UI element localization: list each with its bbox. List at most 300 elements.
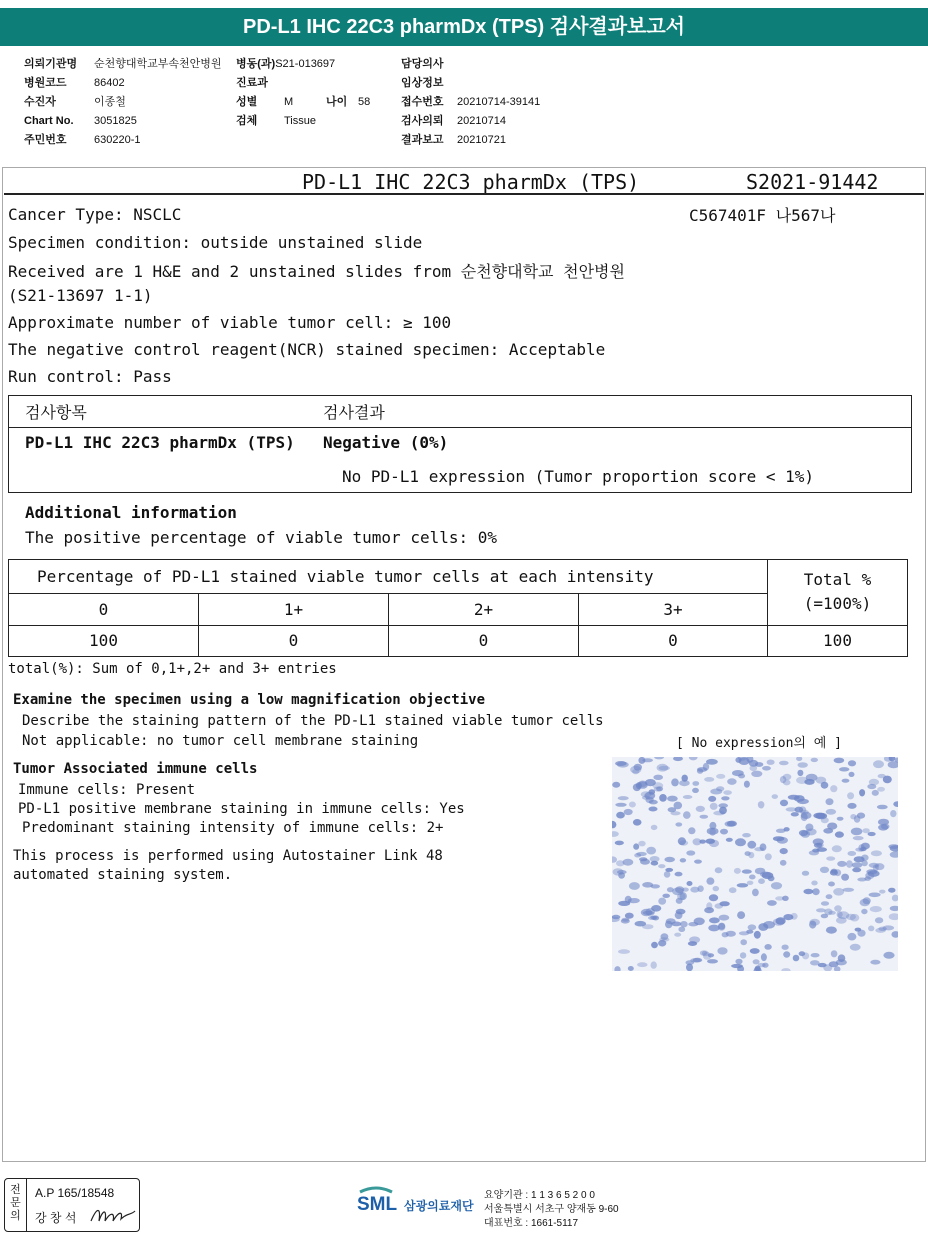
cell-nucleus — [788, 795, 800, 800]
cell-nucleus — [686, 850, 695, 855]
cell-nucleus — [871, 850, 882, 856]
cell-nucleus — [828, 882, 835, 887]
resident-no-value: 630220-1 — [94, 134, 141, 146]
cell-nucleus — [811, 881, 817, 886]
cell-nucleus — [651, 825, 658, 830]
sml-logo-text: SML — [357, 1194, 398, 1215]
cell-nucleus — [667, 887, 674, 892]
cell-nucleus — [816, 847, 827, 852]
cell-nucleus — [706, 759, 718, 765]
dept-value: S21-013697 — [275, 58, 336, 70]
cell-nucleus — [727, 821, 737, 827]
cell-nucleus — [890, 810, 896, 817]
cell-nucleus — [710, 803, 718, 810]
cell-nucleus — [709, 894, 718, 901]
report-date-label: 결과보고 — [401, 134, 444, 146]
cell-nucleus — [892, 895, 898, 902]
level-3: 3+ — [578, 593, 768, 626]
cell-nucleus — [855, 848, 863, 852]
cell-nucleus — [848, 760, 856, 766]
cancer-type: Cancer Type: NSCLC — [8, 205, 182, 224]
cell-nucleus — [617, 762, 629, 768]
cell-nucleus — [697, 767, 707, 772]
cell-nucleus — [720, 829, 728, 835]
pathology-example-image — [612, 757, 898, 971]
cell-nucleus — [841, 874, 849, 881]
cell-nucleus — [715, 903, 724, 908]
immune-heading: Tumor Associated immune cells — [13, 761, 258, 777]
cell-nucleus — [751, 771, 762, 777]
cell-nucleus — [638, 757, 645, 764]
cell-nucleus — [752, 889, 759, 897]
stained-cells-illustration — [612, 757, 898, 971]
result-item: PD-L1 IHC 22C3 pharmDx (TPS) — [25, 433, 295, 452]
cell-nucleus — [821, 817, 829, 823]
cell-nucleus — [750, 948, 760, 954]
cell-nucleus — [758, 878, 765, 884]
cell-nucleus — [883, 776, 892, 784]
cell-nucleus — [811, 758, 818, 762]
cell-nucleus — [692, 788, 699, 793]
cell-nucleus — [612, 821, 616, 828]
cell-nucleus — [664, 857, 675, 862]
cell-nucleus — [762, 766, 771, 771]
cell-nucleus — [641, 909, 652, 916]
cell-nucleus — [679, 780, 690, 786]
cell-nucleus — [826, 894, 833, 899]
cell-nucleus — [628, 966, 634, 971]
cell-nucleus — [837, 861, 846, 867]
org-phone: 대표번호 : 1661-5117 — [484, 1218, 579, 1229]
cell-nucleus — [834, 905, 842, 911]
cell-nucleus — [755, 868, 766, 875]
cell-nucleus — [729, 887, 737, 893]
cell-nucleus — [772, 794, 778, 799]
cell-nucleus — [708, 796, 716, 802]
cell-nucleus — [717, 947, 727, 954]
process-line2: automated staining system. — [13, 867, 233, 883]
cell-nucleus — [847, 792, 854, 799]
cell-nucleus — [868, 832, 876, 836]
signature-icon — [89, 1203, 137, 1227]
cell-nucleus — [771, 882, 782, 889]
cell-nucleus — [758, 801, 765, 808]
viable-cell-count: Approximate number of viable tumor cell: ≥ 100 — [8, 313, 452, 332]
cell-nucleus — [622, 918, 630, 922]
cell-nucleus — [867, 784, 876, 789]
cell-nucleus — [664, 871, 671, 878]
physician-label: 담당의사 — [401, 58, 444, 70]
specialist-label: 전문의 — [5, 1179, 27, 1231]
cell-nucleus — [861, 860, 867, 866]
cell-nucleus — [791, 812, 799, 816]
cell-nucleus — [780, 860, 787, 866]
value-1: 0 — [198, 625, 389, 657]
cell-nucleus — [734, 868, 741, 874]
cell-nucleus — [675, 872, 683, 877]
total-header-line2: (=100%) — [803, 594, 872, 613]
cell-nucleus — [645, 797, 653, 803]
sex-value: M — [284, 96, 294, 108]
cell-nucleus — [779, 761, 789, 766]
report-title-banner: PD-L1 IHC 22C3 pharmDx (TPS) 검사결과보고서 — [0, 8, 928, 46]
cell-nucleus — [762, 963, 768, 968]
cell-nucleus — [868, 926, 874, 932]
cell-nucleus — [780, 848, 788, 854]
cell-nucleus — [689, 936, 700, 943]
cell-nucleus — [723, 790, 732, 795]
cell-nucleus — [673, 757, 683, 761]
cell-nucleus — [614, 966, 620, 971]
cell-nucleus — [633, 819, 642, 826]
cell-nucleus — [783, 914, 793, 920]
cell-nucleus — [694, 918, 705, 926]
dept-label: 병동(과) — [236, 58, 276, 70]
test-number: S2021-91442 — [746, 170, 879, 194]
resident-no-label: 주민번호 — [24, 134, 67, 146]
cell-nucleus — [665, 921, 672, 929]
cell-nucleus — [796, 757, 802, 761]
cell-nucleus — [641, 791, 652, 797]
total-value: 100 — [767, 625, 908, 657]
cell-nucleus — [797, 770, 803, 776]
cell-nucleus — [612, 915, 620, 919]
cell-nucleus — [852, 862, 863, 868]
cell-nucleus — [623, 859, 634, 866]
cell-nucleus — [803, 889, 813, 894]
cell-nucleus — [686, 964, 693, 972]
received-reference: (S21-13697 1-1) — [8, 286, 153, 305]
cell-nucleus — [630, 766, 641, 774]
cell-nucleus — [659, 794, 667, 802]
value-0: 100 — [8, 625, 199, 657]
cell-nucleus — [782, 945, 789, 950]
additional-positive-pct: The positive percentage of viable tumor cells: 0% — [25, 528, 498, 547]
cell-nucleus — [739, 931, 750, 935]
cell-nucleus — [877, 805, 888, 810]
cell-nucleus — [754, 931, 761, 939]
cell-nucleus — [806, 774, 818, 781]
cell-nucleus — [836, 959, 847, 965]
cell-nucleus — [742, 869, 752, 873]
cell-nucleus — [758, 923, 768, 931]
cell-nucleus — [826, 809, 836, 815]
request-date-value: 20210714 — [457, 115, 506, 127]
cell-nucleus — [745, 851, 751, 856]
cell-nucleus — [662, 894, 670, 898]
cell-nucleus — [748, 924, 757, 930]
chart-no-label: Chart No. — [24, 115, 74, 127]
cell-nucleus — [708, 925, 719, 932]
cell-nucleus — [629, 882, 640, 890]
cell-nucleus — [809, 921, 816, 929]
cell-nucleus — [654, 757, 664, 759]
cell-nucleus — [713, 886, 720, 891]
cell-nucleus — [659, 937, 669, 942]
cell-nucleus — [713, 811, 725, 816]
cell-nucleus — [612, 831, 619, 837]
specimen-codes: C567401F 나567나 — [689, 206, 836, 225]
cell-nucleus — [826, 856, 835, 860]
cell-nucleus — [683, 811, 691, 819]
cell-nucleus — [710, 789, 722, 795]
patient-value: 이종철 — [94, 96, 126, 108]
hospital-value: 순천향대학교부속천안병원 — [94, 58, 222, 70]
cell-nucleus — [870, 906, 882, 912]
cell-nucleus — [799, 806, 806, 813]
cell-nucleus — [873, 760, 884, 768]
cell-nucleus — [801, 830, 810, 837]
cell-nucleus — [721, 796, 729, 800]
cell-nucleus — [830, 785, 837, 792]
cell-nucleus — [862, 828, 869, 833]
result-col-result: 검사결과 — [323, 403, 385, 422]
cell-nucleus — [715, 867, 723, 873]
cell-nucleus — [742, 833, 751, 837]
cell-nucleus — [870, 960, 880, 965]
cell-nucleus — [812, 888, 819, 895]
cell-nucleus — [687, 881, 693, 886]
cell-nucleus — [694, 860, 702, 864]
cell-nucleus — [654, 787, 662, 792]
cell-nucleus — [842, 779, 850, 783]
total-header-line1: Total % — [803, 570, 872, 589]
cell-nucleus — [782, 896, 789, 901]
cell-nucleus — [851, 828, 863, 836]
cell-nucleus — [727, 778, 736, 785]
cell-nucleus — [676, 909, 686, 915]
cell-nucleus — [893, 801, 898, 807]
cell-nucleus — [843, 888, 855, 892]
cell-nucleus — [707, 959, 718, 963]
level-2: 2+ — [388, 593, 579, 626]
cell-nucleus — [670, 811, 680, 815]
accession-label: 접수번호 — [401, 96, 444, 108]
cell-nucleus — [638, 841, 645, 847]
examine-heading: Examine the specimen using a low magnification objective — [13, 692, 486, 708]
cell-nucleus — [875, 928, 886, 933]
cell-nucleus — [839, 767, 849, 771]
cell-nucleus — [833, 888, 844, 896]
immune-line3: Predominant staining intensity of immune cells: 2+ — [22, 820, 444, 836]
cell-nucleus — [737, 883, 749, 887]
cell-nucleus — [826, 798, 834, 805]
cell-nucleus — [618, 872, 625, 878]
cell-nucleus — [650, 916, 657, 920]
cell-nucleus — [667, 796, 678, 802]
cell-nucleus — [726, 838, 733, 842]
cell-nucleus — [861, 909, 867, 914]
cell-nucleus — [635, 921, 647, 927]
cell-nucleus — [633, 843, 639, 849]
cell-nucleus — [824, 909, 832, 916]
cell-nucleus — [802, 871, 809, 876]
result-interpretation: No PD-L1 expression (Tumor proportion score < 1%) — [342, 467, 815, 486]
cell-nucleus — [706, 839, 715, 844]
ncr-status: The negative control reagent(NCR) stained specimen: Acceptable — [8, 340, 606, 359]
cell-nucleus — [680, 858, 686, 862]
cell-nucleus — [709, 917, 720, 923]
cell-nucleus — [642, 882, 653, 888]
value-2: 0 — [388, 625, 579, 657]
license-number: A.P 165/18548 — [35, 1186, 115, 1200]
org-address: 서울특별시 서초구 양재동 9-60 — [484, 1204, 619, 1215]
cell-nucleus — [827, 823, 837, 830]
cell-nucleus — [651, 861, 659, 866]
immune-line1: Immune cells: Present — [18, 782, 196, 798]
cell-nucleus — [850, 944, 861, 951]
level-0: 0 — [8, 593, 199, 626]
cell-nucleus — [777, 837, 788, 844]
examine-line2: Not applicable: no tumor cell membrane staining — [22, 733, 419, 749]
cell-nucleus — [675, 886, 684, 893]
cell-nucleus — [749, 875, 756, 880]
additional-heading: Additional information — [25, 503, 237, 522]
cell-nucleus — [678, 927, 685, 932]
clinic-label: 진료과 — [236, 77, 268, 89]
cell-nucleus — [618, 949, 630, 954]
cell-nucleus — [883, 952, 894, 959]
cell-nucleus — [696, 806, 705, 812]
cell-nucleus — [638, 781, 647, 787]
cell-nucleus — [811, 953, 820, 957]
specimen-label: 검체 — [236, 115, 258, 127]
cell-nucleus — [820, 867, 829, 873]
cell-nucleus — [849, 772, 855, 777]
cell-nucleus — [783, 951, 790, 957]
cell-nucleus — [624, 809, 633, 815]
cell-nucleus — [784, 827, 790, 831]
cell-nucleus — [764, 944, 771, 950]
cell-nucleus — [659, 766, 670, 771]
cell-nucleus — [677, 893, 685, 901]
cell-nucleus — [675, 822, 682, 826]
cell-nucleus — [793, 955, 800, 962]
cell-nucleus — [860, 899, 870, 907]
cell-nucleus — [830, 870, 838, 876]
cell-nucleus — [678, 837, 686, 845]
cell-nucleus — [834, 758, 845, 764]
specimen-value: Tissue — [284, 115, 316, 127]
chart-no-value: 3051825 — [94, 115, 137, 127]
cell-nucleus — [683, 795, 693, 799]
cell-nucleus — [651, 961, 657, 968]
patient-label: 수진자 — [24, 96, 56, 108]
image-caption: [ No expression의 예 ] — [676, 736, 842, 751]
cell-nucleus — [765, 853, 772, 860]
cell-nucleus — [651, 942, 658, 948]
cell-nucleus — [674, 933, 681, 937]
age-value: 58 — [358, 96, 371, 108]
intensity-header-text: Percentage of PD-L1 stained viable tumor cells at each intensity — [37, 567, 654, 586]
clinical-info-label: 임상정보 — [401, 77, 444, 89]
cell-nucleus — [816, 908, 826, 912]
cell-nucleus — [688, 827, 695, 834]
cell-nucleus — [891, 931, 898, 938]
cell-nucleus — [640, 859, 650, 865]
cell-nucleus — [629, 802, 636, 808]
cell-nucleus — [848, 851, 857, 856]
doctor-name: 강 창 석 — [35, 1211, 77, 1225]
cell-nucleus — [658, 898, 666, 905]
cell-nucleus — [649, 807, 658, 812]
accession-value: 20210714-39141 — [457, 96, 541, 108]
cell-nucleus — [873, 864, 879, 871]
cell-nucleus — [690, 887, 699, 893]
cell-nucleus — [726, 931, 736, 937]
cell-nucleus — [704, 777, 714, 782]
cell-nucleus — [832, 845, 842, 852]
report-date-value: 20210721 — [457, 134, 506, 146]
cell-nucleus — [826, 927, 837, 934]
cell-nucleus — [780, 800, 788, 807]
result-col-item: 검사항목 — [25, 403, 87, 422]
cell-nucleus — [634, 853, 641, 857]
cell-nucleus — [693, 838, 702, 845]
cell-nucleus — [837, 911, 843, 918]
request-date-label: 검사의뢰 — [401, 115, 444, 127]
header-col3 — [401, 55, 540, 150]
process-line1: This process is performed using Autostainer Link 48 — [13, 848, 443, 864]
institution-code: 요양기관 : 1 1 3 6 5 2 0 0 — [484, 1190, 595, 1201]
org-name: 삼광의료재단 — [404, 1199, 474, 1213]
signature-box — [4, 1178, 140, 1232]
test-title: PD-L1 IHC 22C3 pharmDx (TPS) — [302, 170, 640, 194]
total-header — [767, 559, 908, 626]
cell-nucleus — [747, 841, 756, 849]
cell-nucleus — [615, 841, 624, 846]
sml-logo — [356, 1186, 396, 1220]
header-col2 — [236, 55, 370, 131]
cell-nucleus — [615, 803, 626, 807]
cell-nucleus — [704, 907, 714, 913]
cell-nucleus — [616, 812, 625, 819]
cell-nucleus — [737, 911, 745, 919]
cell-nucleus — [797, 799, 809, 804]
cell-nucleus — [702, 951, 709, 957]
cell-nucleus — [718, 803, 728, 808]
cell-nucleus — [747, 881, 754, 885]
cell-nucleus — [761, 953, 767, 961]
cell-nucleus — [692, 781, 699, 786]
cell-nucleus — [814, 843, 822, 848]
cell-nucleus — [783, 774, 792, 780]
cell-nucleus — [716, 774, 725, 779]
hospital-code-value: 86402 — [94, 77, 125, 89]
cell-nucleus — [767, 900, 777, 906]
cell-nucleus — [857, 878, 866, 882]
cell-nucleus — [612, 782, 620, 788]
hospital-label: 의뢰기관명 — [24, 58, 78, 70]
hospital-code-label: 병원코드 — [24, 77, 67, 89]
cell-nucleus — [853, 836, 864, 840]
cell-nucleus — [847, 933, 856, 941]
cell-nucleus — [888, 761, 898, 768]
cell-nucleus — [837, 817, 844, 821]
immune-line2: PD-L1 positive membrane staining in immune cells: Yes — [18, 801, 465, 817]
cell-nucleus — [637, 962, 647, 967]
cell-nucleus — [869, 893, 881, 898]
cell-nucleus — [802, 952, 809, 959]
cell-nucleus — [738, 774, 745, 779]
title-underline — [4, 193, 924, 195]
cell-nucleus — [890, 851, 898, 857]
cell-nucleus — [889, 913, 898, 920]
cell-nucleus — [877, 787, 885, 792]
cell-nucleus — [719, 915, 730, 921]
sex-label: 성별 — [236, 96, 258, 108]
cell-nucleus — [786, 807, 797, 811]
